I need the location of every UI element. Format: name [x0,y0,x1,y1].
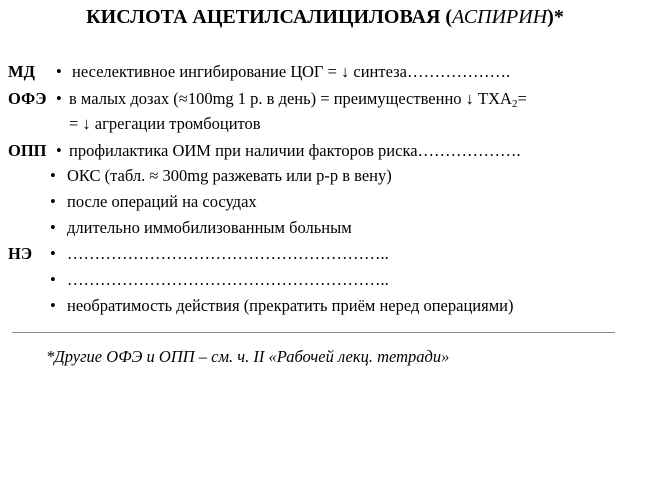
bullet-marker: • [50,296,56,315]
bullet-marker: • [56,89,62,108]
bullet-marker: • [56,141,62,160]
ofe-line1-text: в малых дозах (≈100mg 1 р. в день) = преимущественно ↓ ТХА [69,89,512,108]
page-title [0,6,650,29]
ne-item-3: необратимость действия (прекратить приём неред операциями) [67,296,514,315]
bullet-marker: • [50,166,56,185]
opp-item-4: длительно иммобилизованным больным [67,218,352,237]
title-main: КИСЛОТА АЦЕТИЛСАЛИЦИЛОВАЯ ( [86,6,453,28]
md-item-1: неселективное ингибирование ЦОГ = ↓ синтеза………………. [72,62,511,81]
bullet-marker: • [50,244,56,263]
opp-item-2: ОКС (табл. ≈ 300mg разжевать или р-р в вену) [67,166,392,185]
ne-item-2: ………………………………………………….. [67,270,389,289]
bullet-marker: • [50,192,56,211]
section-label-opp: ОПП [8,141,47,160]
opp-item-3: после операций на сосудах [67,192,257,211]
bullet-marker: • [56,62,62,81]
footnote: *Другие ОФЭ и ОПП – см. ч. II «Рабочей лекц. тетради» [46,347,450,366]
title-italic: АСПИРИН [452,6,548,28]
footnote-divider [12,332,615,333]
ofe-line1-subscript: 2 [511,98,518,110]
bullet-marker: • [50,270,56,289]
title-end: )* [547,6,564,28]
opp-item-1: профилактика ОИМ при наличии факторов риска………………. [69,141,521,160]
bullet-marker: • [50,218,56,237]
section-label-ne: НЭ [8,244,33,263]
ofe-item-1 [69,89,527,109]
ofe-line1-suffix: = [517,89,527,108]
section-label-ofe: ОФЭ [8,89,47,108]
ne-item-1: ………………………………………………….. [67,244,389,263]
ofe-item-1-continued: = ↓ агрегации тромбоцитов [69,114,261,133]
section-label-md: МД [8,62,35,81]
